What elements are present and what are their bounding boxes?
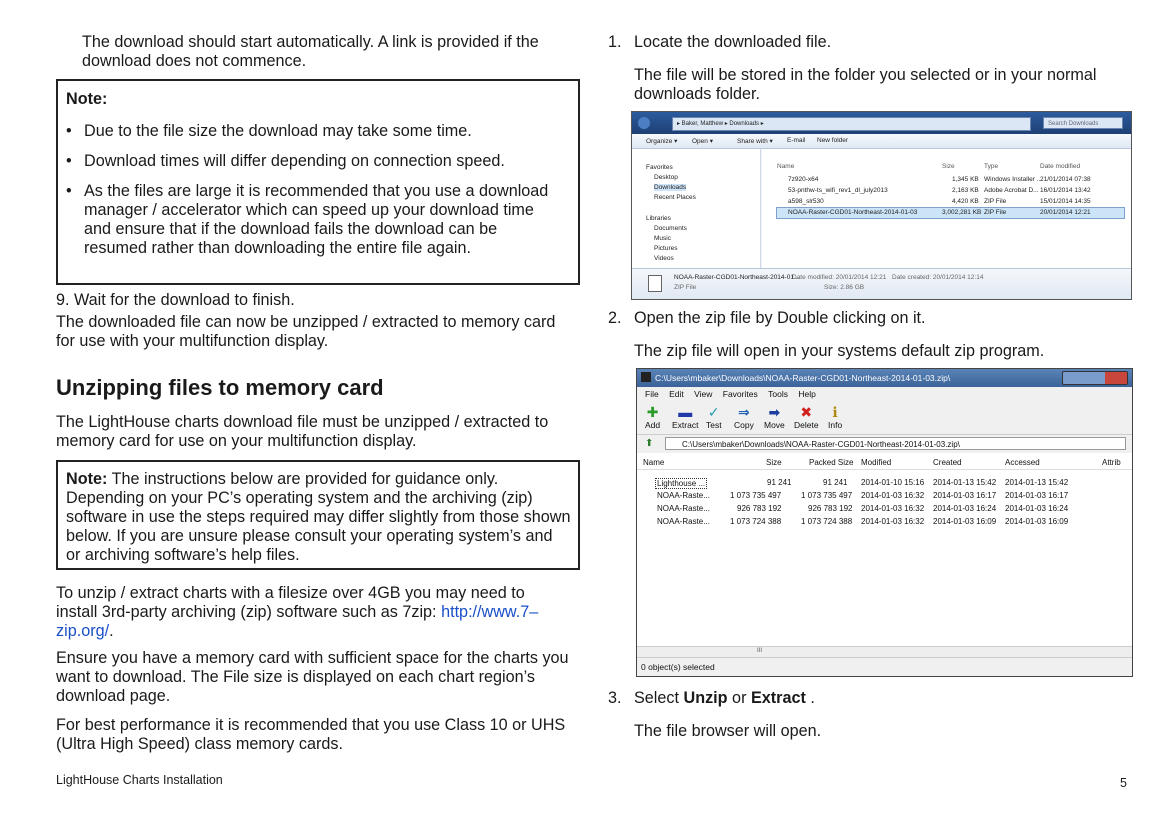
nav-item: Desktop bbox=[654, 174, 678, 181]
step-2-number: 2. bbox=[608, 309, 622, 327]
explorer-titlebar bbox=[632, 112, 1131, 134]
note-bullet-text: Download times will differ depending on connection speed. bbox=[84, 152, 505, 170]
row-name: Lighthouse ... bbox=[657, 479, 706, 488]
col-modified: Modified bbox=[861, 458, 892, 467]
step-3-pre: Select bbox=[634, 689, 684, 707]
section-heading: Unzipping files to memory card bbox=[56, 375, 384, 400]
nav-item: Recent Places bbox=[654, 194, 696, 201]
row-size: 926 783 192 bbox=[737, 504, 782, 513]
col-attrib: Attrib bbox=[1102, 458, 1121, 467]
nav-item: Videos bbox=[654, 255, 674, 262]
move-icon: ➡ bbox=[768, 404, 781, 420]
col-packed: Packed Size bbox=[809, 458, 854, 467]
7zip-pathbar bbox=[637, 435, 1132, 453]
file-date: 15/01/2014 14:35 bbox=[1040, 198, 1091, 205]
explorer-details-pane bbox=[632, 268, 1131, 299]
file-name: 53-pnthw-ts_wifi_rev1_dl_july2013 bbox=[788, 187, 888, 194]
detail-type: ZIP File bbox=[674, 284, 697, 291]
performance-paragraph: For best performance it is recommended that you use Class 10 or UHS (Ultra High Speed) class memory cards. bbox=[56, 716, 566, 753]
step-3-mid: or bbox=[727, 689, 751, 707]
delete-icon: ✖ bbox=[800, 404, 813, 420]
row-size: 91 241 bbox=[767, 478, 792, 487]
footer-title: LightHouse Charts Installation bbox=[56, 773, 223, 787]
table-row bbox=[637, 517, 1132, 528]
7zip-link[interactable]: http://www.7–zip.org/ bbox=[56, 603, 539, 640]
file-type: ZIP File bbox=[984, 198, 1007, 205]
organize-menu: Organize ▾ bbox=[646, 138, 678, 145]
move-tool bbox=[764, 404, 785, 430]
menu-item: Favorites bbox=[722, 389, 758, 399]
intro-paragraph: The download should start automatically. A link is provided if the download does not commence. bbox=[82, 33, 539, 70]
extract-tool bbox=[672, 404, 698, 430]
col-name: Name bbox=[777, 163, 795, 170]
file-type: Adobe Acrobat D... bbox=[984, 187, 1039, 194]
step-2: Open the zip file by Double clicking on it. bbox=[634, 309, 926, 327]
row-created: 2014-01-03 16:17 bbox=[933, 491, 997, 500]
nav-item: Favorites bbox=[646, 164, 673, 171]
7zip-title-text: C:\Users\mbaker\Downloads\NOAA-Raster-CGD01-Northeast-2014-01-03.zip\ bbox=[655, 373, 951, 383]
tool-label: Extract bbox=[672, 420, 699, 430]
detail-created: Date created: 20/01/2014 12:14 bbox=[892, 274, 984, 281]
step-3-sub: The file browser will open. bbox=[634, 722, 822, 740]
row-accessed: 2014-01-03 16:09 bbox=[1005, 517, 1069, 526]
step-3-number: 3. bbox=[608, 689, 622, 707]
step-3-post: . bbox=[805, 689, 815, 707]
row-name: NOAA-Raste... bbox=[657, 517, 710, 526]
explorer-address bbox=[672, 117, 1031, 131]
file-size: 2,163 KB bbox=[952, 187, 979, 194]
7zip-menubar bbox=[637, 387, 1132, 402]
open-menu: Open ▾ bbox=[692, 138, 713, 145]
7zip-path-text: C:\Users\mbaker\Downloads\NOAA-Raster-CGD01-Northeast-2014-01-03.zip\ bbox=[682, 440, 960, 449]
note-guidance-body: The instructions below are provided for guidance only. Depending on your PC’s operating system and the archiving (zip) software in use the steps required may differ slightly from those shown below. If you are unsure please consult your operating system’s and or archiving software’s help files. bbox=[66, 470, 571, 564]
tool-label: Test bbox=[706, 420, 722, 430]
row-modified: 2014-01-03 16:32 bbox=[861, 517, 925, 526]
row-packed: 1 073 724 388 bbox=[801, 517, 853, 526]
row-name: NOAA-Raste... bbox=[657, 491, 710, 500]
step-3-unzip: Unzip bbox=[683, 689, 728, 707]
row-accessed: 2014-01-13 15:42 bbox=[1005, 478, 1069, 487]
nav-item: Libraries bbox=[646, 215, 671, 222]
file-type: Windows Installer ... bbox=[984, 176, 1043, 183]
row-packed: 1 073 735 497 bbox=[801, 491, 853, 500]
menu-item: View bbox=[694, 389, 713, 399]
step-2-sub: The zip file will open in your systems default zip program. bbox=[634, 342, 1045, 360]
file-date: 20/01/2014 12:21 bbox=[1040, 209, 1091, 216]
share-menu: Share with ▾ bbox=[737, 138, 773, 145]
note-box-guidance bbox=[56, 460, 580, 570]
note-box-download: Note: • Due to the file size the download may take some time. • Download times will differ depending on connection speed. • As the files are large it is recommended that you use a download manager / accelerator which can speed up your download time and ensure that if the download fails the download can be resumed rather than downloading the entire file again. bbox=[56, 79, 580, 285]
link-suffix: . bbox=[109, 622, 114, 640]
email-button: E-mail bbox=[787, 137, 806, 144]
row-packed: 926 783 192 bbox=[808, 504, 853, 513]
unzip-7zip-text: To unzip / extract charts with a filesize over 4GB you may need to install 3rd-party archiving (zip) software such as 7zip: bbox=[56, 584, 525, 621]
col-type: Type bbox=[984, 163, 999, 170]
memory-card-paragraph: Ensure you have a memory card with sufficient space for the charts you want to download. The File size is displayed on each chart region’s download page. bbox=[56, 649, 569, 705]
file-name: a598_slr530 bbox=[788, 198, 824, 205]
copy-icon: ⇒ bbox=[738, 404, 750, 420]
row-created: 2014-01-03 16:09 bbox=[933, 517, 997, 526]
test-tool bbox=[706, 404, 722, 430]
row-created: 2014-01-13 15:42 bbox=[933, 478, 997, 487]
new-folder-button: New folder bbox=[817, 137, 849, 144]
7zip-titlebar bbox=[637, 369, 1132, 387]
info-tool bbox=[828, 404, 842, 430]
scroll-thumb-grip: III bbox=[757, 648, 763, 654]
7zip-column-headers bbox=[637, 455, 1132, 470]
tool-label: Delete bbox=[794, 420, 819, 430]
explorer-file-list bbox=[762, 149, 1131, 269]
file-name: 7z920-x64 bbox=[788, 176, 819, 183]
copy-tool bbox=[734, 404, 754, 430]
file-type: ZIP File bbox=[984, 209, 1007, 216]
tool-label: Info bbox=[828, 420, 843, 430]
zip-file-icon bbox=[648, 275, 662, 292]
up-folder-icon: ⬆ bbox=[645, 438, 654, 449]
page-number: 5 bbox=[1120, 776, 1127, 790]
col-date: Date modified bbox=[1040, 163, 1081, 170]
row-name: NOAA-Raste... bbox=[657, 504, 710, 513]
add-tool bbox=[645, 404, 660, 430]
menu-item: Edit bbox=[669, 389, 684, 399]
back-icon bbox=[638, 117, 650, 129]
note-label: Note: bbox=[66, 90, 108, 108]
nav-item: Downloads bbox=[654, 184, 687, 191]
note-guidance-text bbox=[66, 470, 571, 565]
menu-item: Help bbox=[798, 389, 816, 399]
col-accessed: Accessed bbox=[1005, 458, 1040, 467]
menu-item: File bbox=[645, 389, 659, 399]
file-size: 1,345 KB bbox=[952, 176, 979, 183]
window-controls bbox=[1062, 371, 1128, 385]
note-bullet-text: As the files are large it is recommended that you use a download manager / accelerator which can speed up your download time and ensure that if the download fails the download can be resumed rather than downloading the entire file again. bbox=[84, 182, 549, 257]
file-date: 21/01/2014 07:38 bbox=[1040, 176, 1091, 183]
step-1-sub: The file will be stored in the folder you selected or in your normal downloads folder. bbox=[634, 66, 1097, 103]
menu-item: Tools bbox=[768, 389, 788, 399]
7zip-logo-icon bbox=[641, 372, 651, 382]
detail-modified: Date modified: 20/01/2014 12:21 bbox=[792, 274, 887, 281]
7zip-toolbar bbox=[637, 402, 1132, 435]
nav-item: Pictures bbox=[654, 245, 678, 252]
step-3-extract: Extract bbox=[750, 689, 806, 707]
tool-label: Move bbox=[764, 420, 785, 430]
after-step-9: The downloaded file can now be unzipped / extracted to memory card for use with your multifunction display. bbox=[56, 313, 556, 350]
explorer-search: Search Downloads bbox=[1043, 117, 1123, 129]
delete-tool bbox=[794, 404, 819, 430]
unzip-7zip-paragraph bbox=[56, 584, 546, 641]
col-name: Name bbox=[643, 458, 665, 467]
col-size: Size bbox=[766, 458, 782, 467]
note-bullet-text: Due to the file size the download may take some time. bbox=[84, 122, 472, 140]
extract-icon: ▬ bbox=[678, 404, 693, 420]
add-icon: ✚ bbox=[646, 404, 659, 420]
detail-name: NOAA-Raster-CGD01-Northeast-2014-01... bbox=[674, 274, 800, 281]
file-size: 4,420 KB bbox=[952, 198, 979, 205]
table-row bbox=[637, 491, 1132, 502]
row-modified: 2014-01-10 15:16 bbox=[861, 478, 925, 487]
7zip-screenshot bbox=[636, 368, 1133, 677]
row-size: 1 073 724 388 bbox=[730, 517, 782, 526]
nav-item: Documents bbox=[654, 225, 687, 232]
row-size: 1 073 735 497 bbox=[730, 491, 782, 500]
explorer-nav bbox=[632, 149, 761, 269]
7zip-statusbar: 0 object(s) selected bbox=[637, 657, 1132, 676]
test-icon: ✓ bbox=[707, 404, 720, 420]
tool-label: Add bbox=[645, 420, 661, 430]
row-packed: 91 241 bbox=[823, 478, 848, 487]
table-row bbox=[637, 478, 1132, 489]
row-modified: 2014-01-03 16:32 bbox=[861, 491, 925, 500]
col-created: Created bbox=[933, 458, 962, 467]
tool-label: Copy bbox=[734, 420, 754, 430]
file-date: 16/01/2014 13:42 bbox=[1040, 187, 1091, 194]
detail-size: Size: 2.86 GB bbox=[824, 284, 865, 291]
step-9: 9. Wait for the download to finish. bbox=[56, 291, 295, 309]
explorer-screenshot bbox=[631, 111, 1132, 300]
col-size: Size bbox=[942, 163, 955, 170]
table-row bbox=[637, 504, 1132, 515]
nav-item: Music bbox=[654, 235, 671, 242]
file-size: 3,002,281 KB bbox=[942, 209, 982, 216]
file-name: NOAA-Raster-CGD01-Northeast-2014-01-03 bbox=[788, 209, 918, 216]
step-1-number: 1. bbox=[608, 33, 622, 51]
row-accessed: 2014-01-03 16:17 bbox=[1005, 491, 1069, 500]
row-modified: 2014-01-03 16:32 bbox=[861, 504, 925, 513]
7zip-path-field bbox=[665, 437, 1126, 450]
unzip-intro: The LightHouse charts download file must be unzipped / extracted to memory card for use on your multifunction display. bbox=[56, 413, 549, 450]
row-accessed: 2014-01-03 16:24 bbox=[1005, 504, 1069, 513]
explorer-address-text: ▸ Baker, Matthew ▸ Downloads ▸ bbox=[677, 121, 764, 127]
note-label: Note: bbox=[66, 470, 108, 488]
row-created: 2014-01-03 16:24 bbox=[933, 504, 997, 513]
explorer-toolbar bbox=[632, 134, 1131, 149]
step-3 bbox=[634, 689, 815, 708]
step-1: Locate the downloaded file. bbox=[634, 33, 832, 51]
info-icon: ℹ bbox=[832, 404, 838, 420]
